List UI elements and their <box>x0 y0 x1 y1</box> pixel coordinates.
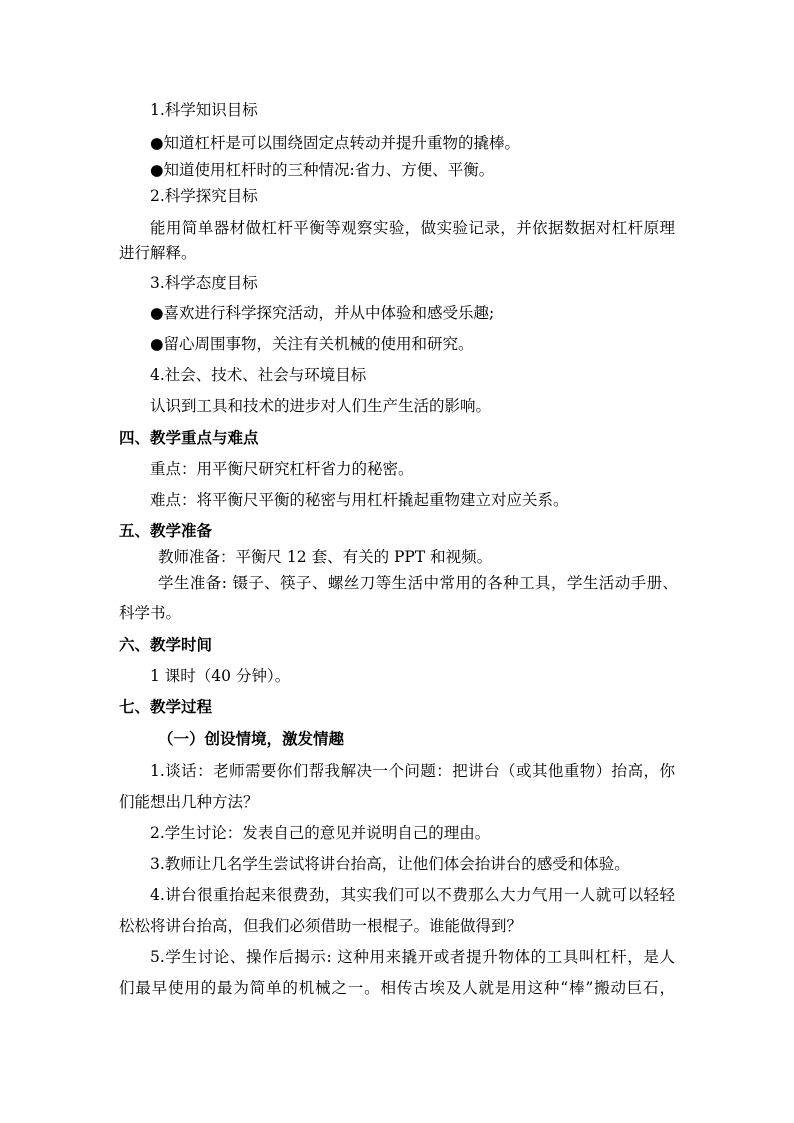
bullet-enjoy-inquiry: ●喜欢进行科学探究活动，并从中体验和感受乐趣; <box>150 304 495 322</box>
step-1-line-1: 1.谈话：老师需要你们帮我解决一个问题：把讲台（或其他重物）抬高，你 <box>150 762 675 780</box>
heading-science-attitude-goal: 3.科学态度目标 <box>150 274 258 292</box>
step-5-line-2: 们最早使用的最为简单的机械之一。相传古埃及人就是用这种“棒”搬动巨石， <box>119 979 675 997</box>
step-1-line-2: 们能想出几种方法？ <box>119 793 259 811</box>
bullet-lever-three-cases: ●知道使用杠杆时的三种情况:省力、方便、平衡。 <box>150 161 495 179</box>
section-heading-key-points: 四、教学重点与难点 <box>119 428 259 447</box>
step-4-line-2: 松松将讲台抬高，但我们必须借助一根棍子。谁能做得到？ <box>119 917 523 935</box>
heading-science-knowledge-goal: 1.科学知识目标 <box>150 101 258 119</box>
step-3-text: 3.教师让几名学生尝试将讲台抬高，让他们体会抬讲台的感受和体验。 <box>150 855 630 873</box>
step-2-text: 2.学生讨论：发表自己的意见并说明自己的理由。 <box>150 824 491 842</box>
step-5-line-1: 5.学生讨论、操作后揭示: 这种用来撬开或者提升物体的工具叫杠杆，是人 <box>150 948 675 966</box>
teacher-preparation-text: 教师准备：平衡尺 12 套、有关的 PPT 和视频。 <box>158 548 493 566</box>
bullet-observe-surroundings: ●留心周围事物，关注有关机械的使用和研究。 <box>150 335 474 353</box>
student-preparation-line-1: 学生准备: 镊子、筷子、螺丝刀等生活中常用的各种工具，学生活动手册、 <box>158 574 678 592</box>
heading-science-inquiry-goal: 2.科学探究目标 <box>150 187 258 205</box>
teaching-time-text: 1 课时（40 分钟）。 <box>150 667 291 685</box>
key-point-text: 重点：用平衡尺研究杠杆省力的秘密。 <box>150 460 414 478</box>
section-heading-teaching-process: 七、教学过程 <box>119 697 213 716</box>
difficult-point-text: 难点：将平衡尺平衡的秘密与用杠杆撬起重物建立对应关系。 <box>150 491 569 509</box>
student-preparation-line-2: 科学书。 <box>119 604 182 622</box>
bullet-lever-definition: ●知道杠杆是可以围绕固定点转动并提升重物的撬棒。 <box>150 134 521 152</box>
paragraph-inquiry-line-1: 能用简单器材做杠杆平衡等观察实验，做实验记录，并依据数据对杠杆原理 <box>150 219 675 237</box>
heading-society-technology-goal: 4.社会、技术、社会与环境目标 <box>150 366 367 384</box>
section-heading-preparation: 五、教学准备 <box>119 521 213 540</box>
paragraph-inquiry-line-2: 进行解释。 <box>119 244 197 262</box>
paragraph-technology-impact: 认识到工具和技术的进步对人们生产生活的影响。 <box>150 397 492 415</box>
section-heading-teaching-time: 六、教学时间 <box>119 635 213 654</box>
subheading-create-situation: （一）创设情境，激发情趣 <box>158 729 345 748</box>
step-4-line-1: 4.讲台很重抬起来很费劲，其实我们可以不费那么大力气用一人就可以轻轻 <box>150 886 675 904</box>
